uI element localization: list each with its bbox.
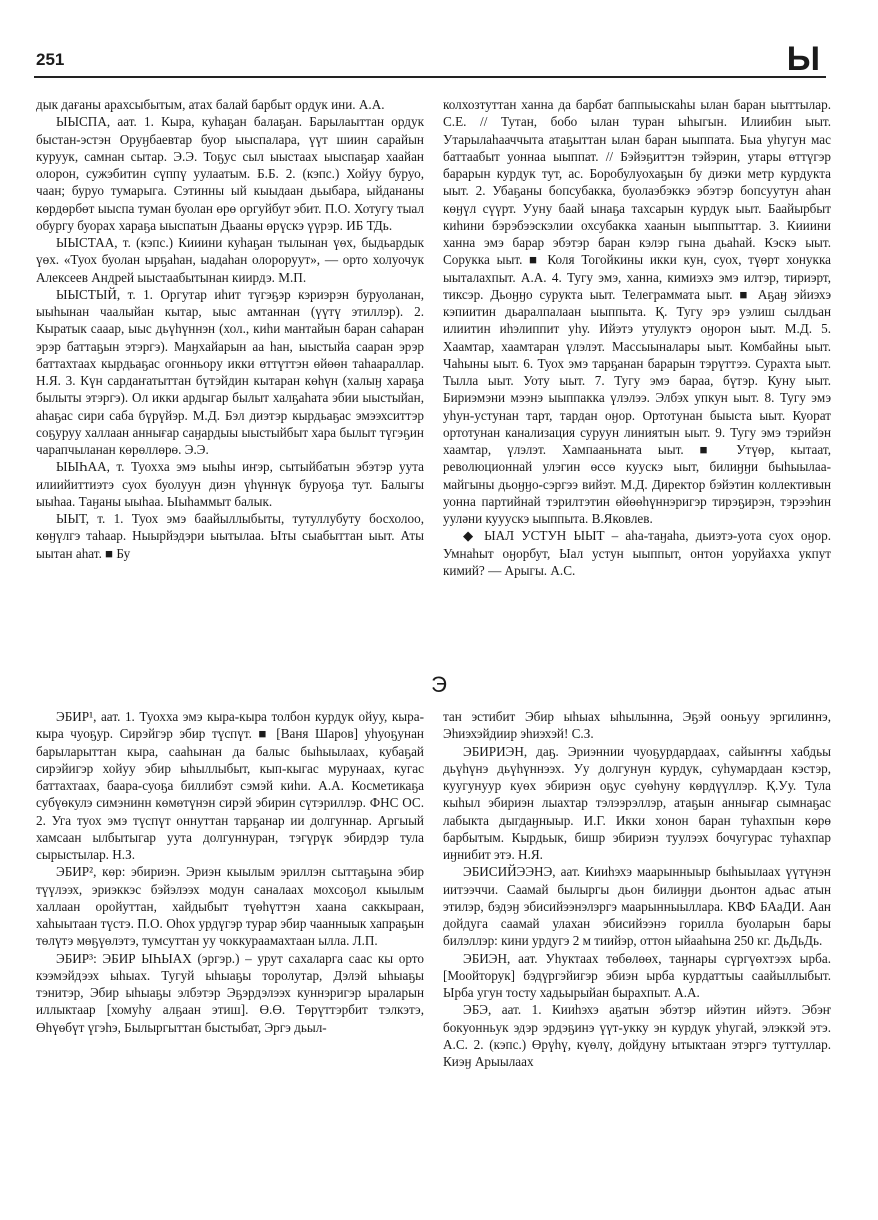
entry-yal-ustun-yyt: ◆ ЫАЛ УСТУН ЫЫТ – аһа-таӈаһа, дьиэтэ-уота суох оӈор. Умнаһыт оӈорбут, Ыал устун ыыппыт, онтон уоруйахха укпут кимий? — Арыгы. А.С. [443,528,831,578]
column-bottom-left [36,708,424,1036]
column-top-right [443,96,831,579]
entry-ebe: ЭБЭ, аат. 1. Кииһэхэ аҕатын эбэтэр ийэтин ийэтэ. Эбэҥ бокуонньук эдэр эрдэҕинэ үүт-укку эн курдук уһугай, элэккэй этэ. А.С. 2. (кэпс.) Өрүһү, күөлү, дойдуну ытыктаан этэргэ туттуллар. Киэӈ Арыылаах [443,1002,831,1069]
entry-yyspa: ЫЫСПА, аат. 1. Кыра, куһаҕан балаҕан. Барылаыттан ордук быстан-эстэн Оруӈбаевтар буор ыыспалара, үүт шиин сарайын куруук, самнан сытар. Э.Э. Тоҕус сыл ыыстаах ыыспаҕар хаайан олорон, сужэбитин сүппү уулаатым. Б.Б. 2. (кэпс.) Хойуу буруо, чаан; буруо тумарыга. Сэтинны ый кыыдаан дьыбара, ыйдананы көрдөрбөт ыыспа туман буолан өрө оргуйбут эбит. П.О. Хотугу тыал обургу буорах хараҕа ыыспатын Дьааны өрүскэ үүрэр. ИБ ТДь. [36,114,424,233]
entry-ebir-1: ЭБИР¹, аат. 1. Туохха эмэ кыра-кыра толбон курдук ойуу, кыра-кыра чуоҕур. Сирэйгэр эбир түспүт. ■ [Ваня Шаров] уһуоҕунан барыларыттан кыра, сааһынан да балыс быһыылаах, кубаҕай сирэйигэр хойуу эбир ыһыллыбыт, кып-кыгас мурунаах, кугас баттахтаах, баара-суоҕа биллибэт сэмэй киһи. А.А. Косметикаҕа субүөкулэ симэнинн көмөтүнэн сирэй эбирин сүтэриллэр. ФНС ОС. 2. Уга туох эмэ түспүт оннуттан тарҕанар ии долгуннар. Аргыый хамсаан ылбытыгар уута долгуннуран, тэгүрүк эбирдэр тула сырыстылар. Н.З. [36,709,424,862]
entry-continuation: дык дағаны арахсыбытым, атах балай барбыт ордук ини. А.А. [36,97,385,112]
entry-ebir-3: ЭБИР³: ЭБИР ЫҺЫАХ (эргэр.) – урут сахаларга саас кы орто кээмэйдээх ыһыах. Тугуй ыһыаҕы торолутар, Дэлэй ыһыаҕы тэнитэр, Эбир ыһыаҕы элбэтэр Эҕэрдэлээх куннэригэр ыраларын иллыктаар [хомуһу алҕаан этиш]. Ө.Ө. Төрүттэрбит тэлкэтэ, Өһүөбүт үгэһэ, Былыргыттан быстыбат, Эргэ дьыл- [36,950,424,1035]
column-bottom-right [443,708,831,1070]
entry-yyt: ЫЫТ, т. 1. Туох эмэ баайыллыбыты, тутуллубуту босхолоо, көӈүлгэ таһаар. Ныырйэдэри ыытылаа. Ыты сыабыттан ыыт. Аты ыытан аһат. ■ Бу [36,511,424,561]
entry-yyhaa: ЫЫҺАА, т. Туохха эмэ ыыһы иҥэр, сытыйбатын эбэтэр уута илиийиттиэтэ суох буолуун диэн үһүннүк буруоҕа тут. Балыгы ыыһаа. Таӈаны ыыһаа. Ыыһаммыт балык. [36,459,424,509]
entry-yyt-continuation: колхозтуттан ханна да барбат баппыыскаһы ылан баран ыыттылар. С.Е. // Тутан, бобо ылан туран ыһыгын. Илиибин ыыт. Утарылаһааччыта атаҕыттан ылан баран ыыппата. Быа уһугун мас баттаабыт уоннаа ыыппат. // Бэйэҕиттэн тэйэрин, утары өттүгэр барарын курдук тут, ас. Боробулуохаҕын бу диэки метр курдукта ыыт. 2. Убаҕаны бопсубакка, буолаэбэккэ эбэтэр бопсуутун аһан көӈүл сүүрт. Ууну баай ынаҕа тахсарын курдук ыыт. Баайырбыт киһини бэрэбээскэлии охсубакка хаанын ыыппыттар. 3. Кииини ханна эмэ барар эбэтэр баран кэлэр гына дьаһай. Кэскэ ыыт. Сорукка ыыт. ■ Коля Тогойкины икки кун, суох, түөрт хонукка ыыталахпыт. А.А. 4. Тугу эмэ, ханна, кимиэхэ эмэ илтэр, тириэрт, тиксэр. Дьоӈӈо сурукта ыыт. Телеграммата ыыт. ■ Аҕаӈ эйиэхэ кэпиитин дьаралпалаан ыыппыта. Қ. Тугу эрэ уэлиш сылдьан илиитин иһэлиппит уһу. Ийэтэ утулуктэ оӈорон ыыт. М.Д. 5. Хаамтар, хаамтаран үлэлэт. Массыыналары ыыт. Комбайны ыыт. Чаһыны ыыт. 6. Туох эмэ тарҕанан барарын тэрүттээ. Сурахта ыыт. Тылла ыыт. Уоту ыыт. 7. Тугу эмэ бараа, бүтэр. Куну ыыт. Бириэмэни мээнэ ыыппакка үлэлээ. Элбэх упкун ыыт. 8. Тугу эмэ уһун-устунан тарт, тардан оӈор. Ортотунан быыста ыыт. Куорат ортотунан канализация суруун линиятын ыыт. 9. Тугу эмэ тэрийэн хаамтар, үлэлэт. Хампааньната ыыт. ■ Утүөр, кытаат, революционнай улэгин өссө куускэ ыыт, билиӈӈи быһыылаа-майгыны дьоӈӈо-сэргээ вийэт. М.Д. Директор бэйэтин коллективын уонна партийнай тэрилтэтин өйөөһүннэригэр тирэҕирэн, тэрээһин ууләни кууускэ ыыппыта. В.Яковлев. [443,97,831,526]
entry-ebirien: ЭБИРИЭН, даҕ. Эриэннии чуоҕурдардаах, сайыҥҥы хабдьы дьүһүнэ дьүһүннээх. Уу долгунун курдук, суһумардаан кэстэр, куугунуур куөх эбириэн оҕус суөһуну көрдүүллэр. Қ.Уу. Тула кыһыл эбириэн лыахтар тэлээрэллэр, атаҕын аннығар сымнаҕас лабыкта дыгдаӈныыр. И.Г. Икки хонон баран туһахпын көрө барбытым. Кырдьык, бишр эбириэн туулээх бочугурас туһахпар иӈнибит этэ. Н.Я. [443,743,831,862]
running-letter: Ы [786,40,820,78]
entry-yystaa: ЫЫСТАА, т. (кэпс.) Кииини куһаҕан тылынан үөх, быдьардык үөх. «Туох буолан ырҕаһан, ыадаһан олороруут», — орто холуочук Алексеев Андрей ыыстаабытынан киирдэ. М.П. [36,235,424,285]
page-number: 251 [36,50,65,69]
entry-ebir-3-continuation: тан эстибит Эбир ыһыах ыһылынна, Эҕэй ооньуу эргилиннэ, Эһиэхэйдиир эһиэхэй! С.З. [443,709,831,742]
entry-ebien: ЭБИЭН, аат. Уһуктаах төбөлөөх, таӈнары сүргүөхтээх ырба. [Моойторук] бэдүргэйигэр эбиэн ырба курдаттыы саайыллыбыт. Ырба угун тосту хадьырыйан бырахпыт. А.А. [443,950,831,1000]
entry-ebir-2: ЭБИР², көр: эбириэн. Эриэн кыылым эриллэн сыттаҕына эбир түүлээх, эриэккэс бэйэлээх модун саналаах мохсоҕол кыылым халлаан оройуттан, хайдыбыт түөһүттэн хаана саккыраан, хаһыытаан түстэ. П.О. Оһох урдүгэр турар эбир чаанныык хапраҕын төлүтэ мөҕүөлэтэ, тумсуттан уу чоккураамахтаан ылла. Л.П. [36,864,424,949]
column-top-left [36,96,424,562]
entry-yystyi: ЫЫСТЫЙ, т. 1. Оргутар иһит түгэҕэр кэриэрэн буруоланан, ыыһынан чаалыйан кытар, ыыс амтаннан (үүтү этиллэр). 2. Кыратык сааар, ыыс дьүһүннэн (хол., киһи мантайын баран саһаран эрэр баттаҕын этэргэ). Маӈхайарын аа һан, ыыстыйа сааран эрэр баттахтаах кырдьаҕас огонньору икки өттүттэн өйөөн таһаараллар. Н.Я. 3. Күн сардаҥатыттан бүтэйдин кытаран көһүн (халыӈ хараҕа былыты этэргэ). Ол икки ардыгар былыт халҕаһата эбии ыыстыйан, аһаҕас сири саба бүрүйэр. М.Д. Бэл диэтэр кырдьаҕас эмээхситтэр соҕуруу халлаан аннығар саӈардыы ыыстыйбыт хара былыт түгэҕин чарапчыланан көрөллөрө. Э.Э. [36,286,424,457]
section-letter: Э [431,672,447,697]
header-rule [34,76,826,78]
entry-ebisiyeene: ЭБИСИЙЭЭНЭ, аат. Кииһэхэ маарынныыр быһыылаах үүтүнэн иитээччи. Саамай былыргы дьон билиӈӈи дьонтон адьас атын этилэр, бэдэӈ эбисийээнэлэргэ маарынныыллара. КВФ БАаДИ. Аан дойдуга саамай улахан эбисийээнэ горилла буоларын бары билэллэр: кини урдугэ 2 м тиийэр, оттон ыйааһына 250 кг. ДьДьДь. [443,864,831,949]
